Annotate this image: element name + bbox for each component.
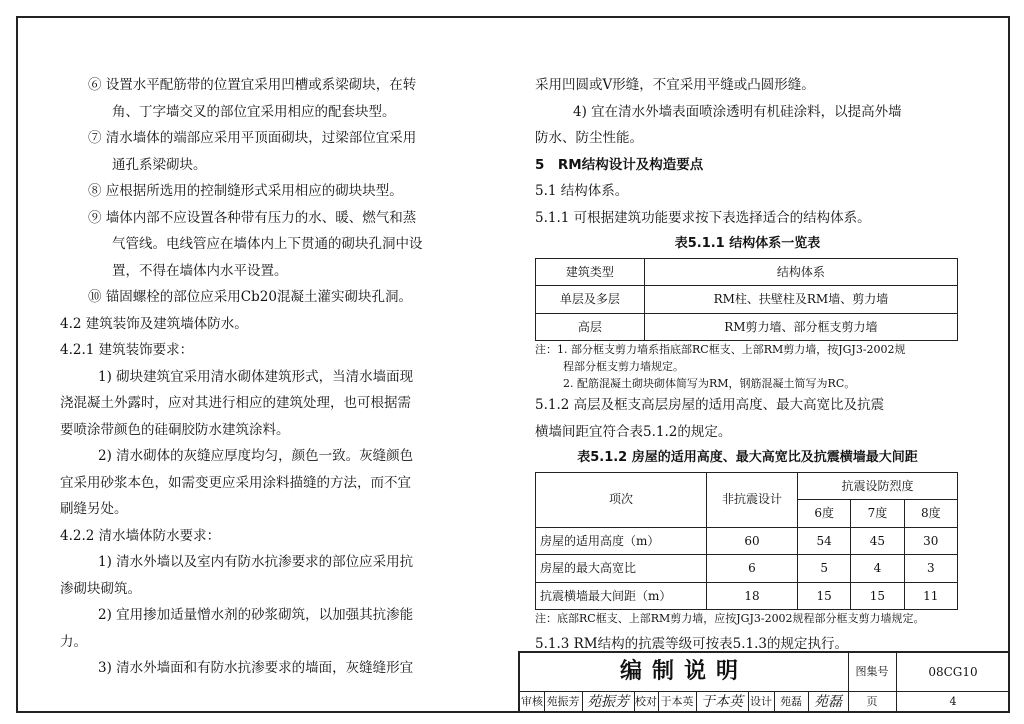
building-height-table [535, 472, 958, 611]
review-name: 苑振芳 [544, 691, 583, 713]
text-line: 刷缝另处。 [60, 501, 128, 517]
text-line: ⑩ 锚固螺栓的部位应采用Cb20混凝土灌实砌块孔洞。 [88, 289, 412, 305]
table-row [536, 313, 958, 341]
text-line: 4) 宜在清水外墙表面喷涂透明有机硅涂料，以提高外墙 [573, 103, 902, 120]
left-column [60, 72, 485, 682]
table2-header-degree: 8度 [904, 500, 957, 528]
right-column [535, 72, 960, 658]
table-row [536, 286, 958, 314]
table2-cell: 15 [851, 582, 904, 610]
section-5-1-3: 5.1.3 RM结构的抗震等级可按表5.1.3的规定执行。 [535, 636, 848, 652]
text-line: 2) 宜用掺加适量憎水剂的砂浆砌筑，以加强其抗渗能 [98, 607, 414, 623]
table2-cell: 30 [904, 527, 957, 555]
text-line: 横墙间距宜符合表5.1.2的规定。 [535, 423, 732, 440]
text-line: 力。 [60, 633, 87, 650]
text-line: 4.2.1 建筑装饰要求： [60, 342, 194, 358]
table2-cell: 18 [707, 582, 798, 610]
table2-cell: 5 [798, 555, 851, 583]
table2-header-degree: 6度 [798, 500, 851, 528]
text-line: 要喷涂带颜色的硅硐胶防水建筑涂料。 [60, 421, 290, 438]
table2-cell: 11 [904, 582, 957, 610]
text-line: 1) 砌块建筑宜采用清水砌体建筑形式，当清水墙面现 [98, 368, 414, 385]
table2-cell: 6 [707, 555, 798, 583]
text-line: 宜采用砂浆本色，如需变更应采用涂料描缝的方法，而不宜 [60, 474, 411, 491]
right-top-text [535, 72, 960, 231]
table2-row-label: 房屋的适用高度（m） [536, 527, 707, 555]
atlas-no-label: 图集号 [848, 653, 897, 691]
atlas-no: 08CG10 [928, 665, 978, 679]
table1-header-system: 结构体系 [644, 258, 957, 286]
table1-note-3: 2. 配筋混凝土砌块砌体简写为RM，钢筋混凝土简写为RC。 [563, 377, 856, 390]
table1-cell: 高层 [536, 313, 645, 341]
text-line: 渗砌块砌筑。 [60, 580, 141, 597]
text-line: ⑨ 墙体内部不应设置各种带有压力的水、暖、燃气和蒸 [88, 209, 417, 226]
table2-cell: 3 [904, 555, 957, 583]
table2-row-label: 房屋的最大高宽比 [536, 555, 707, 583]
table2-header-seismic: 抗震设防烈度 [798, 472, 958, 500]
table2-cell: 15 [798, 582, 851, 610]
table-row [536, 527, 958, 555]
table2-header-nonseismic: 非抗震设计 [707, 472, 798, 527]
table2-header-degree: 7度 [851, 500, 904, 528]
design-label: 设计 [748, 691, 775, 713]
text-line: 5 RM结构设计及构造要点 [535, 156, 704, 173]
text-line: 防水、防尘性能。 [535, 130, 643, 146]
text-line: 采用凹圆或V形缝，不宜采用平缝或凸圆形缝。 [535, 77, 815, 93]
text-line: ⑦ 清水墙体的端部应采用平顶面砌块，过梁部位宜采用 [88, 130, 417, 146]
table1-cell: 单层及多层 [536, 286, 645, 314]
table2-row-label: 抗震横墙最大间距（m） [536, 582, 707, 610]
review-label: 审核 [520, 691, 545, 713]
table1-note-2: 程部分框支剪力墙规定。 [563, 360, 684, 373]
review-signature: 苑振芳 [582, 691, 635, 713]
page-label: 页 [848, 691, 897, 713]
table2-cell: 45 [851, 527, 904, 555]
text-line: 3) 清水外墙面和有防水抗渗要求的墙面，灰缝缝形宜 [98, 660, 414, 676]
title-block [518, 651, 1010, 713]
sheet-title: 编制说明 [520, 653, 849, 691]
text-line: 4.2 建筑装饰及建筑墙体防水。 [60, 315, 248, 332]
text-line: 5.1.2 高层及框支高层房屋的适用高度、最大高宽比及抗震 [535, 397, 885, 413]
text-line: ⑥ 设置水平配筋带的位置宜采用凹槽或系梁砌块，在转 [88, 77, 417, 93]
check-label: 校对 [634, 691, 659, 713]
design-name: 苑磊 [774, 691, 809, 713]
table2-cell: 54 [798, 527, 851, 555]
table2-note: 注：底部RC框支、上部RM剪力墙，应按JGJ3-2002规程部分框支剪力墙规定。 [535, 612, 925, 625]
text-line: 气管线。电线管应在墙体内上下贯通的砌块孔洞中设 [112, 236, 423, 252]
structure-system-table [535, 258, 958, 342]
check-signature: 于本英 [696, 691, 749, 713]
design-signature: 苑磊 [808, 691, 849, 713]
table1-caption: 表5.1.1 结构体系一览表 [674, 236, 821, 251]
table1-cell: RM柱、扶壁柱及RM墙、剪力墙 [644, 286, 957, 314]
right-mid-text [535, 392, 960, 445]
text-line: 5.1.1 可根据建筑功能要求按下表选择适合的结构体系。 [535, 209, 871, 226]
table2-caption: 表5.1.2 房屋的适用高度、最大高宽比及抗震横墙最大间距 [577, 450, 918, 465]
table1-note-1: 注：1. 部分框支剪力墙系指底部RC框支、上部RM剪力墙，按JGJ3-2002规 [535, 343, 906, 356]
table2-header-item: 项次 [536, 472, 707, 527]
table-row [536, 555, 958, 583]
text-line: 浇混凝土外露时，应对其进行相应的建筑处理，也可根据需 [60, 395, 411, 411]
text-line: 5.1 结构体系。 [535, 183, 629, 199]
table2-cell: 60 [707, 527, 798, 555]
text-line: ⑧ 应根据所选用的控制缝形式采用相应的砌块块型。 [88, 183, 403, 199]
text-line: 4.2.2 清水墙体防水要求： [60, 527, 221, 544]
check-name: 于本英 [658, 691, 697, 713]
text-line: 1) 清水外墙以及室内有防水抗渗要求的部位应采用抗 [98, 554, 414, 570]
page-number: 4 [949, 695, 957, 708]
text-line: 通孔系梁砌块。 [112, 156, 207, 173]
text-line: 置，不得在墙体内水平设置。 [112, 262, 288, 279]
table1-header-type: 建筑类型 [536, 258, 645, 286]
table-row [536, 582, 958, 610]
table1-cell: RM剪力墙、部分框支剪力墙 [644, 313, 957, 341]
table2-cell: 4 [851, 555, 904, 583]
text-line: 角、丁字墙交叉的部位宜采用相应的配套块型。 [112, 103, 396, 120]
text-line: 2) 清水砌体的灰缝应厚度均匀，颜色一致。灰缝颜色 [98, 448, 414, 464]
